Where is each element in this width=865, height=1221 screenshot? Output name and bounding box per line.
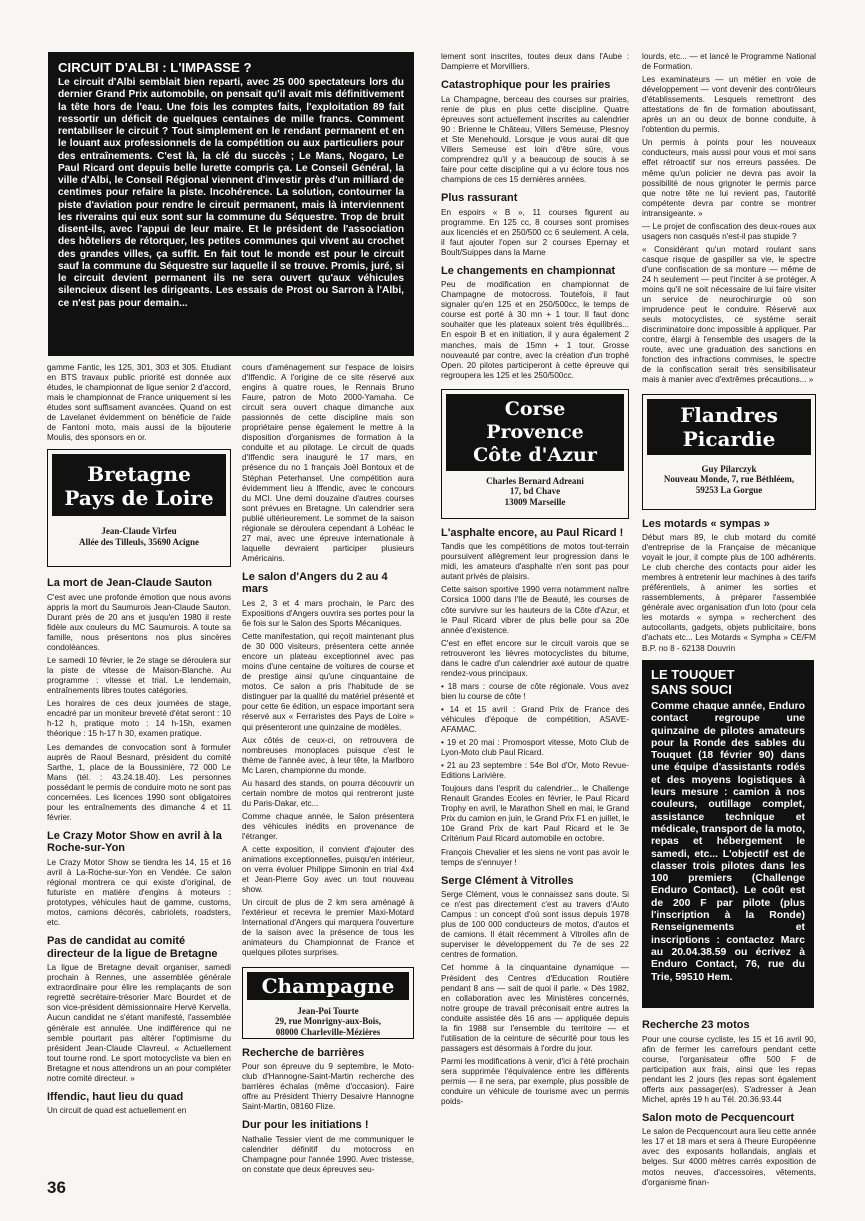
para: Peu de modification en championnat de Champagne de motocross. Toutefois, il faut signaler qu'en 125 et en 250/500cc, le temps de course est porté à 30 mn + 1 tour. Il faut donc souhaiter que les plateaux soient très équilibrés... En espoir B et en initiation, il y aura également 2 manches, mais de 15mn + 1 tour. Grosse nouveauté par contre, avec la création d'un trophé Open. 20 pilotes participeront à cette épreuve qui regroupera les 125 et les 250/500cc. — [441, 280, 629, 380]
para: En espoirs « B », 11 courses figurent au programme. En 125 cc, 8 courses sont promises aux licenciés et en 250/500 cc 6 seulement. A cela, il faut ajouter l'open sur 2 courses Epernay et Boult/Suippes dans la Marne — [441, 207, 629, 257]
para: Cet homme à la cinquantaine dynamique — Président des Centres d'Education Routière pendant 8 ans — sait de quoi il parle. « Dès 1982, en collaboration avec les Ministères concernés, notre groupe de travail préconisait entre autres la conduite assistée dès 16 ans — appliquée depuis la fin 1988 sur l'ensemble du territoire — et l'utilisation de la ceinture de sécurité pour tous les passagers est désormais à l'ordre du jour. — [441, 963, 629, 1053]
headline-salon-pecquencourt: Salon moto de Pecquencourt — [642, 1111, 795, 1124]
headline-plus-rassurant: Plus rassurant — [441, 192, 518, 205]
para: Les horaires de ces deux journées de stage, encadré par un moniteur breveté d'état seront : 10 h-12 h, pratique moto : 14 h-15h, examen théorique : 15 h-17 h 30, examen pratique. — [47, 699, 231, 739]
region-contact-name: Jean-Poi Tourte — [297, 1005, 359, 1016]
para: — Le projet de confiscation des deux-roues aux usagers non casqués n'est-il pas stupide ? — [642, 221, 816, 241]
para: Comme chaque année, le Salon présentera des véhicules inédits en provenance de l'étranger. — [242, 811, 414, 841]
region-band-champagne — [247, 972, 409, 1000]
para: Les demandes de convocation sont à formuler auprès de Raoul Besnard, président du comité Sarthe, 1, place de la Boussinière, 72 000 Le Mans (tél. : 43.24.18.40). Les personnes possédant le permis de conduire moto ne sont pas concernées. Les licences 1990 sont obligatoires pour les entraînements des dimanche 4 et 11 février. — [47, 742, 231, 822]
para: • 18 mars : course de côte régionale. Vous avez bien lu course de côte ! — [441, 681, 629, 701]
para: C'est en effet encore sur le circuit varois que se retrouveront les lièvres motocyclistes du bitume, dans le cadre d'un calendrier axé autour de quatre rendez-vous principaux. — [441, 638, 629, 678]
column-4-bottom — [642, 1012, 816, 1204]
touquet-title — [651, 668, 805, 697]
region-contact-address-2: 08000 Charleville-Mézières — [275, 1026, 381, 1037]
region-title-line-1: Champagne — [261, 973, 395, 998]
para: François Chevalier et les siens ne vont pas avoir le temps de s'ennuyer ! — [441, 847, 629, 867]
headline-sauton: La mort de Jean-Claude Sauton — [47, 577, 213, 590]
region-contact-name: Charles Bernard Adreani — [486, 475, 584, 486]
region-contact — [643, 459, 815, 496]
para: cours d'aménagement sur l'espace de loisirs d'Iffendic. A l'origine de ce site réservé aux engins à quatre roues, le Rennais Bruno Faure, patron de Moto 2000-Yamaha. Ce circuit sera ouvert chaque dimanche aux passionnés de cette discipline mais son propriétaire pense également le mettre à la disposition d'organismes de formation à la conduite et au pilotage. Le circuit de quads d'Iffendic sera inauguré le 17 mars, en présence du no 1 français Joël Bontoux et de Stéphan Peterhansel. Une compétition aura évidemment lieu à Iffendic, avec le concours du MCI. Une demi douzaine d'autres courses sont prévues en Bretagne. Un calendrier sera publié ultérieurement. Le sommet de la saison régionale se déroulera cependant à Lohéac le 27 mai, avec une épreuve internationale à laquelle devraient participer plusieurs Américains. — [242, 363, 414, 563]
para: Pour une course cycliste, les 15 et 16 avril 90, afin de fermer les carrefours pendant cette course, l'organisateur offre 500 F de participation aux frais, ainsi que les repas pendant les 2 jours (les repas sont également offerts aux passager(es). S'adresser à Jean Michel, après 19 h au Tél. 20.36.93.44 — [642, 1034, 816, 1104]
headline-championnat: Le changements en championnat — [441, 264, 616, 277]
touquet-title-line-2: SANS SOUCI — [651, 681, 732, 697]
para: Un permis à points pour les nouveaux conducteurs, mais aussi pour vous et moi sans effet rétroactif sur nos erreurs passées. De même qu'un policier ne devra pas avoir la possibilité de nous grignoter le permis parce que notre tête ne lui revient pas, l'autorité compétente devra par contre se montrer intransigeante. » — [642, 138, 816, 218]
region-title-line-3: Côte d'Azur — [473, 443, 597, 466]
para: Le samedi 10 février, le 2e stage se déroulera sur la piste de vitesse de Maison-Blanche. Au programme : vitesse et trial. Le lendemain, entraînements libres toutes catégories. — [47, 656, 231, 696]
region-title-line-1: Flandres — [680, 402, 778, 427]
para: Tandis que les compétitions de motos tout-terrain poursuivent allègrement leur progression dans le midi, les amateurs d'asphalte n'en sont pas pour autant privés de plaisirs. — [441, 542, 629, 582]
para: Aux côtés de ceux-ci, on retrouvera de nombreuses monoplaces puisque c'est le thème de l'année avec, à leur tête, la Marlboro Mc Laren, championne du monde. — [242, 735, 414, 775]
para: Serge Clément, vous le connaissez sans doute. Si ce n'est pas directement c'est au travers d'Auto Campus : un concept d'où sont issus depuis 1978 plus de 100 000 conducteurs de motos, d'autos et de camions. Il était récemment à Vitrolles afin de superviser le développement du 7e de ses 22 centres de formation. — [441, 890, 629, 960]
feature-box-circuit-albi — [48, 52, 414, 356]
region-title-line-1: Corse — [504, 397, 566, 420]
para: « Considérant qu'un motard roulant sans casque risque de gaspiller sa vie, le spectre d'une confiscation de sa monture — même de 24 h seulement — peut l'inciter à se protéger. A moins qu'il ne soit nécessaire de lui faire visiter un service de neurochirurgie où son imprudence peut le conduire. Réservé aux seuls motocyclistes, ce système serait discriminatoire donc impossible à appliquer. Par contre, élargi à l'ensemble des usagers de la route, avec une graduation des sanctions en fonction des infractions commises, le spectre de la confiscation serait très sensibilisateur mais à manier avec d'extrêmes précautions... » — [642, 244, 816, 385]
para: Parmi les modifications à venir, d'ici à l'été prochain sera supprimée l'équivalence entre les différents permis — il ne sera, par exemple, plus possible de conduire un véhicule de tourisme avec un permis poids- — [441, 1056, 629, 1107]
para: Les 2, 3 et 4 mars prochain, le Parc des Expositions d'Angers ouvrira ses portes pour la 6e fois sur le Salon des Sports Mécaniques. — [242, 598, 414, 629]
para: • 14 et 15 avril : Grand Prix de France des véhicules d'époque de compétition, ASAVE-AFAMAC. — [441, 704, 629, 735]
para: C'est avec une profonde émotion que nous avons appris la mort du Saumurois Jean-Claude Sauton. Durant près de 20 ans et jusqu'en 1980 il reste fidèle aux couleurs du MC Saumurois. A toute sa famille, nous présentons nos plus sincères condoléances. — [47, 592, 231, 653]
para: A cette exposition, il convient d'ajouter des animations exceptionnelles, puisqu'en intérieur, on verra évoluer Philippe Simonin en trial 4x4 et Jean-Pierre Goy avec un tout nouveau show. — [242, 845, 414, 895]
para: Cette saison sportive 1990 verra notamment naître Corsica 1000 dans l'Ile de Beauté, les courses de côte survivre sur les hauteurs de la Côte d'Azur, et le Paul Ricard vibrer de plus belle pour sa 20e année d'existence. — [441, 585, 629, 635]
region-contact-address: Allée des Tilleuls, 35690 Acigne — [79, 537, 199, 548]
touquet-box — [642, 660, 814, 1008]
region-contact — [48, 520, 230, 548]
region-title-line-2: Provence — [486, 420, 584, 443]
para: La Champagne, berceau des courses sur prairies, renie de plus en plus cette discipline. Quatre épreuves sont actuellement inscrites au calendrier 90 : Brienne le Château, Villers Semeuse, Plesnoy et Ste Menehould. Lorsque je vous aurai dit que Villers Semeuse est loin d'être sûre, vous comprendrez qu'il y a beaucoup de soucis à se faire pour cette discipline qui a vu éclore tous nos champions de ces 15 dernières années. — [441, 94, 629, 184]
para: lourds, etc... — et lancé le Programme National de Formation. — [642, 52, 816, 72]
headline-serge-clement: Serge Clément à Vitrolles — [441, 874, 574, 887]
region-box-corse — [441, 389, 629, 519]
headline-initiations: Dur pour les initiations ! — [242, 1119, 369, 1132]
headline-prairies: Catastrophique pour les prairies — [441, 79, 611, 92]
para: Un circuit de plus de 2 km sera aménagé à l'extérieur et recevra le premier Maxi-Motard International d'Angers qui marquera l'ouverture de la saison avec la présence de tous les animateurs du Championnat de France et quelques pilotes surprises. — [242, 898, 414, 958]
region-contact-address-2: 59253 La Gorgue — [695, 484, 763, 495]
para: lement sont inscrites, toutes deux dans l'Aube : Dampierre et Morvilliers. — [441, 52, 629, 72]
headline-recherche-23-motos: Recherche 23 motos — [642, 1019, 750, 1031]
headline-motards-sympas: Les motards « sympas » — [642, 517, 770, 530]
para: Nathalie Tessier vient de me communiquer le calendrier définitif du motocross en Champagne pour l'année 1990. Avec tristesse, on constate que deux épreuves seu- — [242, 1134, 414, 1174]
headline-crazy-motor-show: Le Crazy Motor Show en avril à la Roche-sur-Yon — [47, 829, 222, 855]
region-contact — [442, 475, 628, 508]
region-contact-address-1: Nouveau Monde, 7, rue Béthléem, — [663, 474, 795, 484]
para: Toujours dans l'esprit du calendrier... le Challenge Renault Grandes Ecoles en février, le Paul Ricard Trophy en avril, le Marathon Shell en mai, le Grand Prix du camion en juin, le Grand Prix F1 en juillet, le 10e Grand Prix de kart Paul Ricard et le 3e Critérium Paul Ricard automobile en octobre. — [441, 784, 629, 844]
feature-title: CIRCUIT D'ALBI : L'IMPASSE ? — [58, 60, 252, 75]
touquet-title-line-1: LE TOUQUET — [651, 667, 735, 682]
region-band-flandres — [647, 399, 811, 455]
headline-ligue-bretagne: Pas de candidat au comité directeur de la ligue de Bretagne — [47, 935, 218, 960]
para: Au hasard des stands, on pourra découvrir un certain nombre de motos qui rentreront juste du Paris-Dakar, etc... — [242, 778, 414, 808]
para: Un circuit de quad est actuellement en — [47, 1106, 187, 1116]
headline-recherche-barrieres: Recherche de barrières — [242, 1046, 365, 1059]
page-number: 36 — [47, 1178, 66, 1197]
para: • 19 et 20 mai : Promosport vitesse, Moto Club de Lyon-Moto club Paul Ricard. — [441, 738, 629, 758]
region-band-bretagne — [52, 454, 226, 516]
column-2 — [242, 363, 414, 1203]
column-3 — [441, 52, 629, 1204]
region-contact-address-1: 29, rue Monrigny-aux-Bois, — [274, 1016, 381, 1027]
region-contact-name: Guy Pilarczyk — [701, 463, 757, 474]
para: Début mars 89, le club motard du comité d'entreprise de la Française de mécanique voyait le jour, il compte plus de 100 adhérents. Le club cherche des contacts pour aider les membres à entretenir leur machines à des tarifs préférentiels, à animer les sorties et rassemblements, à préparer l'assemblée générale avec organisation d'un loto (pour cela les motards « sympa » recherchent des autocollants, gadgets, objets publicitaire, bons d'achats etc... Les Motards « Sympha » CE/FM B.P. no 8 - 62138 Douvrin — [642, 533, 816, 652]
column-1 — [47, 363, 231, 1175]
region-title-line-1: Bretagne — [87, 462, 191, 487]
para: Cette manifestation, qui reçoit maintenant plus de 30 000 visiteurs, présentera cette année encore un plateau exceptionnel avec pas moins d'une centaine de voitures de course et de prestige ainsi qu'une cinquantaine de motos. Ce salon a pris l'habitude de se distinguer par la qualité du matériel présenté et pour cette 6e édition, un espace important sera réservé aux « Ferraristes des Pays de Loire » qui présenteront une quinzaine de modèles. — [242, 632, 414, 732]
para: Le Crazy Motor Show se tiendra les 14, 15 et 16 avril à La-Roche-sur-Yon en Vendée. Ce salon régional montrera ce qui existe d'original, de futuriste en matière d'engins à moteurs : prototypes, véhicules haut de gamme, customs, motos, camions décorés, cabriolets, roadsters, etc. — [47, 857, 231, 928]
feature-body: Le circuit d'Albi semblait bien reparti, avec 25 000 spectateurs lors du dernier Grand Prix automobile, on pensait qu'il avait mis définitivement la tête hors de l'eau. Une fois les comptes faits, l'exploitation 89 fait ressortir un déficit de quelques centaines de mille francs. Comment rentabiliser le circuit ? Tout simplement en le rendant permanent et en le louant aux professionnels de la compétition ou aux particuliers pour des entraînements. C'est là, la clé du succès ; Le Mans, Nogaro, Le Paul Ricard ont depuis belle lurette compris ça. Le Conseil Général, la ville d'Albi, le Conseil Régional viennent d'investir près d'un milliard de centimes pour refaire la piste. Incohérence. La solution, contourner la piste d'aviation pour rendre le circuit permanent, mais là interviennent les riverains qui eux sont sur la commune du Séquestre. Trop de bruit disent-ils, avec l'appui de leur maire. Et le président de l'association des hôteliers de rétorquer, les petites communes qui vivent au crochet des grandes villes, ça suffit. En fait tout le monde est pour le circuit sauf la commune du Séquestre sur laquelle il se trouve. Promis, juré, si le circuit devient permanent ils ne sera ouvert qu'aux véhicules silencieux disent les dirigeants. Les essais de Prost ou Sarron à l'Albi, ce n'est pas pour demain... — [58, 77, 404, 309]
col1-intro: gamme Fantic, les 125, 301, 303 et 305. Étudiant en BTS travaux public priorité est donnée aux études, le championnat de ligue senior 2 d'accord, mais le championnat de France uniquement si les études sont suffisament avancées. Quand on est de Lavelanet évidemment on bénéficie de l'aide de Fantoni moto, mais aussi de la bijouterie Moulis, des sponsors en or. — [47, 363, 231, 443]
region-contact-address-2: 13009 Marseille — [504, 496, 566, 507]
region-title-line-2: Picardie — [682, 426, 776, 451]
para: Les examinateurs — un métier en voie de développement — vont devenir des contrôleurs d'établissements. Lesquels remettront des attestations de fin de formation aboutissant, après un an ou deux de bonne conduite, à l'obtention du permis. — [642, 75, 816, 135]
para: Pour son épreuve du 9 septembre, le Moto-club d'Hannogne-Saint-Martin recherche des barrières échalas (même d'occasion). Faire offre au Président Thierry Desaivre Hannogne Saint-Martin, 08160 Flize. — [242, 1062, 414, 1112]
headline-asphalte: L'asphalte encore, au Paul Ricard ! — [441, 526, 624, 539]
region-contact-address-1: 17, bd Chave — [509, 486, 561, 497]
para: • 21 au 23 septembre : 54e Bol d'Or, Moto Revue-Editions Larivière. — [441, 761, 629, 781]
para: La ligue de Bretagne devait organiser, samedi prochain à Rennes, une assemblée générale extraordinaire pour élire les remplaçants de son regretté secrétaire-trésorier Marc Bourdet et de son vice-président démissionnaire Hervé Kervella. Aucun candidat ne s'étant manifesté, l'assemblée générale est annulée. Une indifférence qui ne semble pourtant pas altérer l'optimisme du président Jean-Claude Clavreul. « Actuellement tout tourne rond. Le sport motocycliste va bien en Bretagne et nous attendrons un an pour compléter notre comité directeur. » — [47, 963, 231, 1083]
region-box-champagne — [242, 967, 414, 1039]
region-title-line-2: Pays de Loire — [64, 486, 214, 511]
region-box-bretagne — [47, 449, 231, 567]
region-band-corse — [446, 394, 624, 471]
column-4 — [642, 52, 816, 652]
para: Le salon de Pecquencourt aura lieu cette année les 17 et 18 mars et sera à l'heure Européenne avec des exposants hollandais, anglais et belges. Sur 4000 mètres carrés exposition de motos neuves, d'accessoires, vêtements, d'organisme finan- — [642, 1127, 816, 1187]
region-box-flandres — [642, 394, 816, 510]
headline-salon-angers: Le salon d'Angers du 2 au 4 mars — [242, 570, 388, 596]
region-contact — [243, 1004, 413, 1038]
region-contact-name: Jean-Claude Virfeu — [101, 526, 177, 537]
touquet-body: Comme chaque année, Enduro contact regroupe une quinzaine de pilotes amateurs pour la Ronde des sables du Touquet (18 février 90) dans une équipe d'assistants rodés et des moyens logistiques à leurs mesure : camion à nos couleurs, outillage complet, assistance technique et médicale, transport de la moto, repas et hébergement le samedi, etc... L'objectif est de classer trois pilotes dans les 100 premiers (Challenge Enduro Contact). Le coût est de 200 F par pilote (plus l'inscription à la Ronde) Renseignements et inscriptions : contactez Marc au 20.04.38.59 ou écrivez à Enduro Contact, 76, rue du Trie, 59510 Hem. — [651, 701, 805, 983]
headline-iffendic: Iffendic, haut lieu du quad — [47, 1090, 184, 1103]
